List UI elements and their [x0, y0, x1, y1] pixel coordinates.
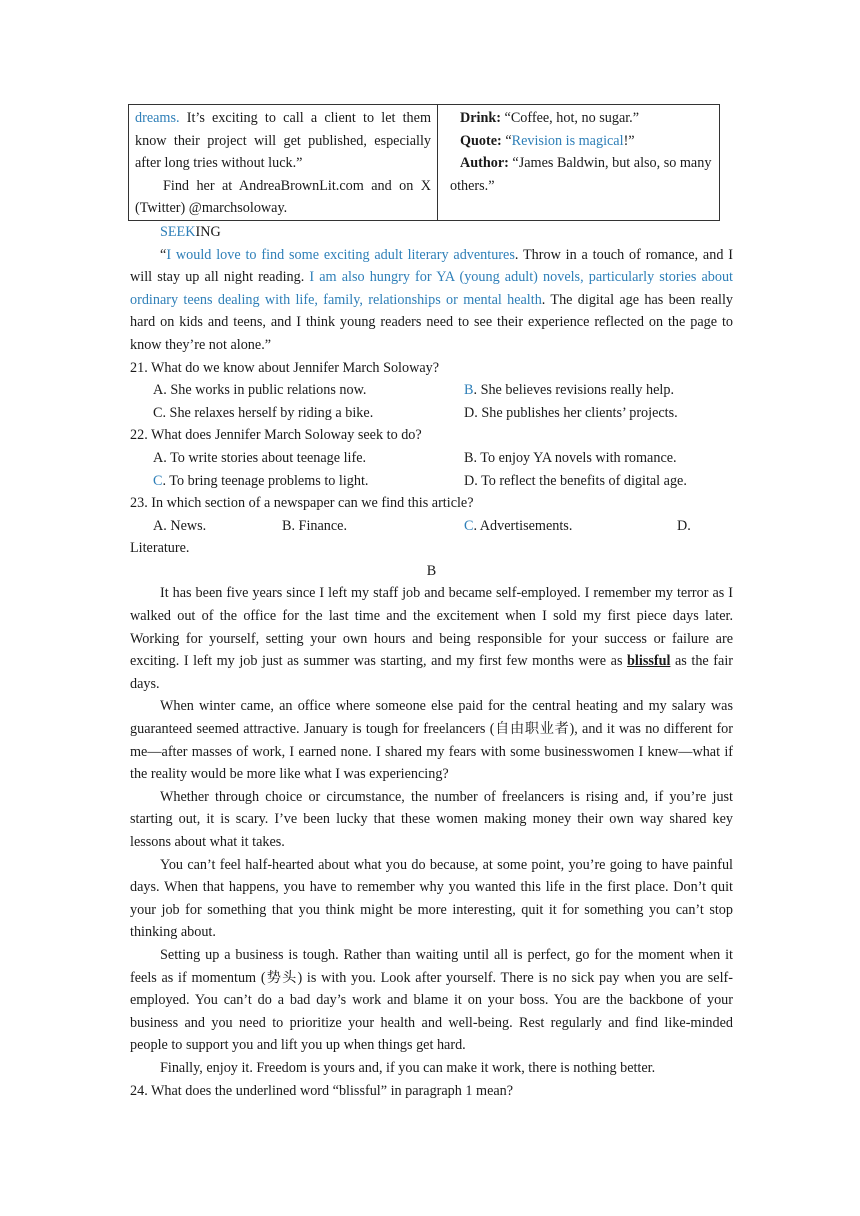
option-22-d[interactable]: D. To reflect the benefits of digital age.	[464, 472, 687, 489]
question-21-options-row2	[130, 402, 733, 425]
section-b-heading: B	[426, 562, 437, 579]
profile-left-paragraph: dreams. It’s exciting to call a client to let them know their project will get published, especially after long tries without luck.”	[135, 110, 431, 172]
profile-left-cell	[129, 105, 438, 221]
option-21-c[interactable]: C. She relaxes herself by riding a bike.	[153, 404, 374, 421]
option-23-d[interactable]: D.	[677, 517, 691, 534]
profile-right-cell	[438, 105, 720, 221]
profile-author: Author: “James Baldwin, but also, so many others.”	[450, 155, 712, 194]
profile-quote: Quote: “Revision is magical!”	[460, 132, 635, 149]
passage-paragraph-5: Setting up a business is tough. Rather than waiting until all is perfect, go for the moment when it feels as if momentum (势头) is with you. Look after yourself. There is no sick pay when you are self-employed. You can’t do a bad day’s work and blame it on your boss. You are the backbone of your business and you need to prioritize your health and well-being. Rest regularly and find like-minded people to support you and lift you up when things get hard.	[130, 946, 733, 1054]
question-22-options-row1	[130, 447, 733, 470]
option-23-b[interactable]: B. Finance.	[282, 517, 348, 534]
option-23-d-wrap: Literature.	[130, 540, 190, 557]
option-23-a[interactable]: A. News.	[153, 517, 207, 534]
question-23-stem: 23. In which section of a newspaper can we find this article?	[130, 495, 474, 512]
seeking-paragraph: “I would love to find some exciting adult literary adventures. Throw in a touch of romance, and I will stay up all night reading. I am also hungry for YA (young adult) novels, particularly stories about ordinary teens dealing with life, family, relationships or mental health. The digital age has been really hard on kids and teens, and I think young readers need to see their experience reflected on the page to know they’re not alone.”	[130, 246, 733, 353]
option-21-b[interactable]: B. She believes revisions really help.	[464, 382, 675, 399]
option-23-c[interactable]: C. Advertisements.	[464, 517, 573, 534]
question-21-options-row1	[130, 379, 733, 402]
option-22-b[interactable]: B. To enjoy YA novels with romance.	[464, 449, 677, 466]
question-21-stem: 21. What do we know about Jennifer March Soloway?	[130, 359, 440, 376]
profile-contact: Find her at AndreaBrownLit.com and on X (Twitter) @marchsoloway.	[135, 177, 431, 217]
passage-paragraph-6: Finally, enjoy it. Freedom is yours and, if you can make it work, there is nothing better.	[160, 1059, 656, 1076]
passage-paragraph-4: You can’t feel half-hearted about what you do because, at some point, you’re going to have painful days. When that happens, you have to remember why you wanted this life in the first place. Don’t quit your job for something that you think might be more interesting, quit it for something you can’t stop thinking about.	[130, 856, 733, 941]
passage-paragraph-1: It has been five years since I left my staff job and became self-employed. I remember my terror as I walked out of the office for the last time and the excitement when I sold my first piece days later. Working for yourself, setting your own hours and being responsible for your success or failure are exciting. I left my job just as summer was starting, and my first few months were as blissful as the fair days.	[130, 585, 733, 692]
option-22-a[interactable]: A. To write stories about teenage life.	[153, 449, 367, 466]
question-22-stem: 22. What does Jennifer March Soloway seek to do?	[130, 427, 422, 444]
passage-paragraph-2: When winter came, an office where someone else paid for the central heating and my salary was guaranteed seemed attractive. January is tough for freelancers (自由职业者), and it was no different for me—after masses of work, I earned none. I shared my fears with some businesswomen I knew—what if the reality would be more like what I was experiencing?	[130, 698, 733, 783]
question-24-stem: 24. What does the underlined word “blissful” in paragraph 1 mean?	[130, 1082, 514, 1099]
option-21-a[interactable]: A. She works in public relations now.	[153, 382, 367, 399]
option-21-d[interactable]: D. She publishes her clients’ projects.	[464, 404, 678, 421]
option-22-c[interactable]: C. To bring teenage problems to light.	[153, 472, 369, 489]
question-22-options-row2	[130, 470, 733, 493]
question-23-options	[130, 515, 733, 538]
underlined-word: blissful	[627, 653, 671, 670]
document-page	[130, 104, 733, 1102]
passage-paragraph-3: Whether through choice or circumstance, the number of freelancers is rising and, if you’re just starting out, it is scary. I’ve been lucky that these women making money their own way shared key lessons about what it takes.	[130, 788, 733, 850]
profile-box	[128, 104, 720, 221]
profile-drink: Drink: “Coffee, hot, no sugar.”	[460, 110, 640, 126]
seeking-heading: SEEKING	[160, 223, 221, 240]
